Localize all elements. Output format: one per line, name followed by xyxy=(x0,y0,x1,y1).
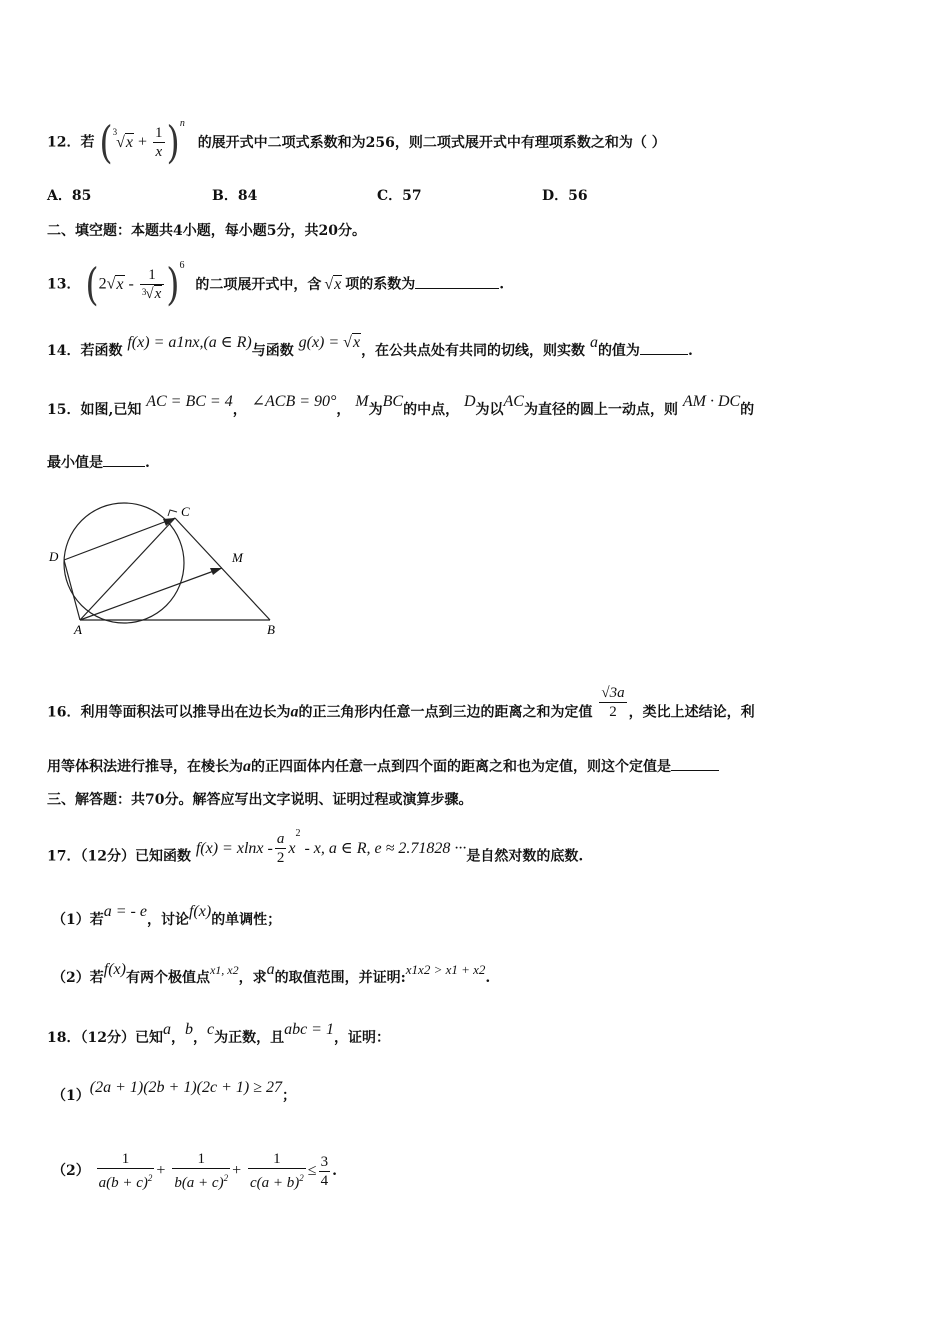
q16-line-2: 用等体积法进行推导，在棱长为a的正四面体内任意一点到四个面的距离之和也为定值，则这个定值是 xyxy=(47,756,719,777)
q18-p1-formula: (2a + 1)(2b + 1)(2c + 1) ≥ 27 xyxy=(89,1079,282,1096)
q13-number: 13． xyxy=(47,276,81,293)
q15-lead: 如图,已知 xyxy=(80,402,142,418)
q12-number: 12． xyxy=(47,134,81,151)
q12-radical: $^3$√x xyxy=(112,127,134,151)
q14-lead: 若函数 xyxy=(80,343,123,359)
q15-var-ac: AC xyxy=(503,393,524,410)
q18-frac-2: $\frac{1}{b(a + c)^2}$ xyxy=(174,1151,229,1191)
question-15: 15．如图,已知 AC = BC = 4， ∠ACB = 90°， M为BC的中点， D为以AC为直径的圆上一动点，则 AM · DC的 xyxy=(47,393,755,418)
q18-frac-1: $\frac{1}{a(b + c)^2}$ xyxy=(98,1151,153,1191)
q12-lead: 若 xyxy=(80,134,95,151)
question-18: 18．（12分）已知a，b，c为正数，且abc = 1，证明： xyxy=(47,1021,390,1046)
label-b: B xyxy=(267,622,275,637)
q16-var-a: a xyxy=(290,703,299,721)
q17-part-1: （1）若a = - e，讨论f(x)的单调性； xyxy=(52,903,282,928)
q15-var-m: M xyxy=(355,393,369,410)
q13-sqrt-x: √x xyxy=(324,275,342,293)
q14-formula-f: f(x) = a1nx,(a ∈ R) xyxy=(127,334,252,351)
q15-geometry-figure xyxy=(44,496,294,641)
q17-formula-a: f(x) = xlnx - xyxy=(195,839,273,857)
q12-option-c: C．57 xyxy=(377,188,422,204)
q13-right-paren: ) xyxy=(166,258,180,311)
question-14: 14．若函数 f(x) = a1nx,(a ∈ R)与函数 g(x) = √x，在公共点处有共同的切线，则实数 a的值为 . xyxy=(47,334,693,359)
q15-var-bc: BC xyxy=(382,393,404,410)
q15-formula-2: ∠ACB = 90° xyxy=(251,393,337,410)
q14-number: 14． xyxy=(47,343,81,359)
q16-fraction: $\frac{√3a}{2}$ xyxy=(601,685,625,720)
question-12: 12．若 ($^3$√x + $\frac{1}{x}$ )$^n$ 的展开式中二项式系数和为256，则二项式展开式中有理项系数之和为（ ） xyxy=(47,116,666,169)
q14-tail: 的值为 xyxy=(597,343,640,359)
q12-option-a: A．85 xyxy=(47,188,92,204)
q18-condition: abc = 1 xyxy=(284,1021,334,1038)
segment-ac xyxy=(80,518,175,620)
label-a: A xyxy=(74,622,82,637)
segment-ad xyxy=(64,560,80,620)
q12-exponent: n xyxy=(179,118,185,129)
q14-mid: 与函数 xyxy=(251,343,294,359)
q12-options xyxy=(47,186,707,206)
section-2-heading: 二、填空题：本题共4小题，每小题5分，共20分。 xyxy=(47,223,366,239)
q18-part-1: （1）(2a + 1)(2b + 1)(2c + 1) ≥ 27； xyxy=(52,1079,296,1104)
q15-formula-1: AC = BC = 4 xyxy=(146,393,233,410)
label-m: M xyxy=(232,550,243,565)
question-13: 13． (2√x - $\frac{1}{^3√x}$ )$^6$ 的二项展开式中，含 √x 项的系数为 . xyxy=(47,258,505,311)
q12-text: 的展开式中二项式系数和为256，则二项式展开式中有理项系数之和为（ ） xyxy=(197,134,666,151)
q17-part-2: （2）若f(x)有两个极值点x1, x2，求a的取值范围，并证明:x1x2 > x1 + x2. xyxy=(52,961,491,986)
q12-right-paren: ) xyxy=(166,116,180,169)
q13-text-b: 项的系数为 xyxy=(345,276,416,293)
q15-answer-blank xyxy=(103,452,145,467)
q14-text: ，在公共点处有共同的切线，则实数 xyxy=(361,343,586,359)
right-angle-mark xyxy=(168,510,177,516)
q13-exponent: 6 xyxy=(179,260,185,271)
q17-p1-formula: a = - e xyxy=(103,903,147,920)
q12-option-d: D．56 xyxy=(542,188,588,204)
label-c: C xyxy=(181,504,190,519)
q16-answer-blank xyxy=(671,756,719,771)
q13-answer-blank xyxy=(415,274,499,289)
q15-formula-3: AM · DC xyxy=(682,393,741,410)
q17-p2-vars: x1, x2 xyxy=(209,963,239,977)
q17-p2-inequality: x1x2 > x1 + x2 xyxy=(405,962,486,977)
q14-var-a: a xyxy=(589,334,598,351)
q18-rhs: $\frac{3}{4}$ xyxy=(320,1153,329,1189)
q15-var-d: D xyxy=(463,393,476,410)
q13-fraction: $\frac{1}{^3√x}$ xyxy=(140,266,164,303)
q12-fraction: $\frac{1}{x}$ xyxy=(155,125,163,160)
q12-option-b: B．84 xyxy=(212,188,258,204)
question-16: 16．利用等面积法可以推导出在边长为a的正三角形内任意一点到三边的距离之和为定值 $\frac{√3a}{2}$ ，类比上述结论，利 xyxy=(47,685,755,721)
q17-fraction: $\frac{a}{2}$ xyxy=(276,831,285,866)
q17-formula-c: - x, a ∈ R, e ≈ 2.71828 ··· xyxy=(300,839,467,857)
q15-line-2: 最小值是 . xyxy=(47,452,150,473)
segment-cb xyxy=(175,518,270,620)
q14-formula-g: g(x) = √x xyxy=(298,334,361,351)
q13-term1: 2√x - xyxy=(98,275,138,293)
question-17: 17．（12分）已知函数 f(x) = xlnx - $\frac{a}{2}$ $x^2$ - x, a ∈ R, e ≈ 2.71828 ···是自然对数的底数. xyxy=(47,828,584,866)
vector-dc xyxy=(64,518,175,560)
q18-frac-3: $\frac{1}{c(a + b)^2}$ xyxy=(250,1151,304,1191)
q13-text-a: 的二项展开式中，含 xyxy=(195,276,322,293)
q12-left-paren: ( xyxy=(99,116,113,169)
q13-left-paren: ( xyxy=(85,258,99,311)
section-3-heading: 三、解答题：共70分。解答应写出文字说明、证明过程或演算步骤。 xyxy=(47,792,473,808)
vector-am xyxy=(80,568,222,620)
q15-number: 15． xyxy=(47,402,81,418)
q18-part-2: （2） $\frac{1}{a(b + c)^2}$ + $\frac{1}{b(a + c)^2}$ + $\frac{1}{c(a + b)^2}$ ≤ $\frac{3}{4}$ . xyxy=(52,1151,337,1191)
label-d: D xyxy=(49,549,59,564)
q14-answer-blank xyxy=(640,340,688,355)
arrowhead-am xyxy=(210,568,222,575)
